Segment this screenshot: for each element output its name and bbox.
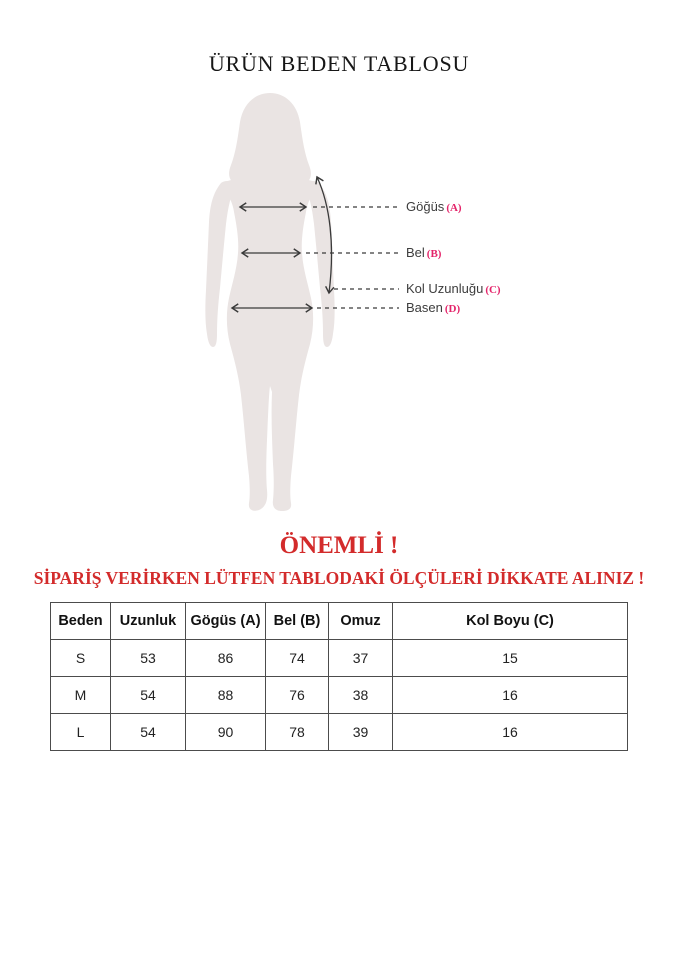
table-row-l (51, 714, 628, 751)
size-cell: M (51, 677, 111, 714)
arm-length-code: (C) (485, 284, 501, 296)
waist-label-text: Bel (406, 245, 425, 260)
size-cell: 88 (186, 677, 266, 714)
size-cell: 38 (329, 677, 393, 714)
size-cell: 39 (329, 714, 393, 751)
size-table-header-row (51, 603, 628, 640)
waist-label (406, 246, 441, 261)
chest-label (406, 200, 462, 215)
header-omuz: Omuz (329, 603, 393, 640)
size-cell: 78 (266, 714, 329, 751)
waist-code: (B) (426, 248, 442, 260)
size-cell: 76 (266, 677, 329, 714)
warning-text: SİPARİŞ VERİRKEN LÜTFEN TABLODAKİ ÖLÇÜLERİ DİKKATE ALINIZ ! (33, 568, 645, 588)
chest-code: (A) (446, 202, 462, 214)
hip-label-text: Basen (406, 300, 443, 315)
female-silhouette (205, 93, 334, 511)
header-beden: Beden (51, 603, 111, 640)
hip-code: (D) (444, 303, 461, 315)
size-cell: 53 (111, 640, 186, 677)
chest-label-text: Göğüs (406, 199, 445, 214)
table-row-s (51, 640, 628, 677)
arm-length-label-text: Kol Uzunluğu (406, 281, 484, 296)
important-heading: ÖNEMLİ ! (279, 532, 399, 559)
size-cell: S (51, 640, 111, 677)
size-cell: 15 (393, 640, 628, 677)
page-title: ÜRÜN BEDEN TABLOSU (208, 51, 470, 76)
size-cell: L (51, 714, 111, 751)
table-row-m (51, 677, 628, 714)
size-cell: 54 (111, 714, 186, 751)
size-cell: 74 (266, 640, 329, 677)
header-uzunluk: Uzunluk (111, 603, 186, 640)
size-cell: 90 (186, 714, 266, 751)
arm-length-label (406, 282, 501, 297)
size-table (50, 602, 628, 751)
hip-label (406, 301, 460, 316)
size-cell: 16 (393, 677, 628, 714)
size-cell: 86 (186, 640, 266, 677)
header-kol-boyu: Kol Boyu (C) (393, 603, 628, 640)
size-cell: 37 (329, 640, 393, 677)
header-gogus: Gögüs (A) (186, 603, 266, 640)
size-cell: 16 (393, 714, 628, 751)
header-bel: Bel (B) (266, 603, 329, 640)
size-cell: 54 (111, 677, 186, 714)
